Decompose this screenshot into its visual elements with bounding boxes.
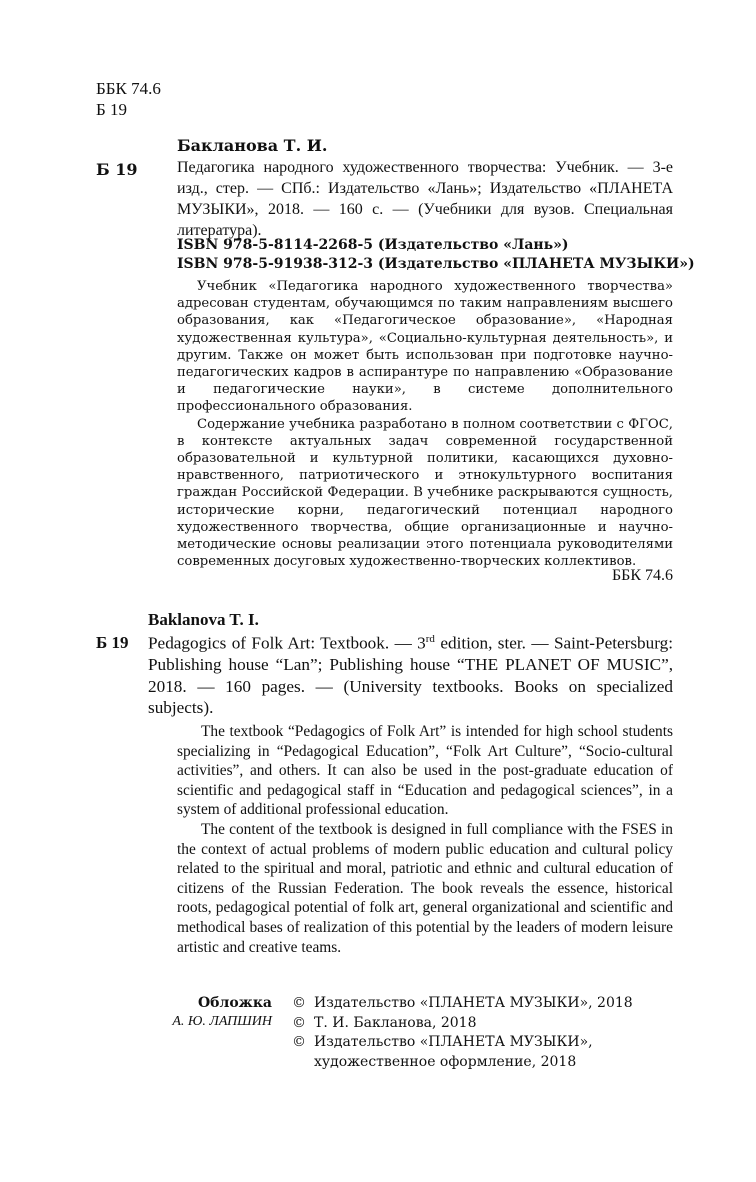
cover-designer: А. Ю. ЛАПШИН bbox=[172, 1014, 272, 1029]
copyright-icon: © bbox=[292, 1034, 306, 1050]
copyright-text: художественное оформление, 2018 bbox=[314, 1053, 577, 1070]
author-mark: Б 19 bbox=[96, 100, 128, 119]
en-biblio-text: Pedagogics of Folk Art: Textbook. — 3 bbox=[148, 633, 426, 653]
isbn-lan: ISBN 978-5-8114-2268-5 (Издательство «Лань») bbox=[177, 237, 569, 253]
en-bibliographic-description bbox=[148, 629, 673, 719]
copyright-icon: © bbox=[292, 1014, 306, 1031]
en-author: Baklanova T. I. bbox=[148, 610, 259, 629]
en-abstract-paragraph: The textbook “Pedagogics of Folk Art” is intended for high school students specializing in “Pedagogical Education”, “Folk Art Culture”, “Socio-cultural activities”, and others. It can also be used in the post-graduate education of scientific and pedagogical staff in “Education and pedagogical sciences”, in a system of additional professional education. bbox=[177, 723, 673, 819]
isbn-block bbox=[177, 236, 695, 274]
copyright-line bbox=[292, 1014, 633, 1034]
cover-label: Обложка bbox=[197, 995, 272, 1011]
bbk-classification-bottom: ББК 74.6 bbox=[611, 567, 673, 584]
isbn-planet: ISBN 978-5-91938-312-3 (Издательство «ПЛАНЕТА МУЗЫКИ») bbox=[177, 256, 695, 272]
en-biblio-text: edition, ster. — Saint-Petersburg: Publishing house “Lan”; Publishing house “THE PLANET OF MUSIC”, 2018. — 160 pages. — (University textbooks. Books on specialized subjects). bbox=[148, 633, 673, 718]
en-author-mark: Б 19 bbox=[96, 633, 129, 652]
en-abstract bbox=[177, 722, 673, 957]
ru-abstract-paragraph: Учебник «Педагогика народного художественного творчества» адресован студентам, обучающимся по таким направлениям высшего образования, как «Педагогическое образование», «Народная художественная культура», «Социально-культурная деятельность», и другим. Также он может быть использован при подготовке научно-педагогических кадров в аспирантуре по направлению «Образование и педагогические науки», в системе дополнительного профессионального образования. bbox=[177, 279, 673, 415]
copyright-text: Т. И. Бакланова, 2018 bbox=[314, 1014, 477, 1031]
copyright-line bbox=[292, 1033, 633, 1053]
bbk-code: ББК 74.6 bbox=[96, 79, 161, 98]
copyright-icon: © bbox=[292, 995, 306, 1011]
ru-author-mark: Б 19 bbox=[96, 160, 138, 179]
en-abstract-paragraph: The content of the textbook is designed in full compliance with the FSES in the context of actual problems of modern public education and cultural policy related to the spiritual and moral, patriotic and ethnic and cultural education of citizens of the Russian Federation. The book reveals the essence, historical roots, pedagogical potential of folk art, general organizational and scientific and methodical bases of realization of this potential by the leaders of modern leisure artistic and creative teams. bbox=[177, 820, 673, 956]
bbk-classification-top bbox=[96, 78, 161, 120]
ru-author: Бакланова Т. И. bbox=[177, 136, 328, 155]
copyright-line bbox=[292, 994, 633, 1014]
ru-abstract bbox=[177, 278, 673, 570]
en-biblio-superscript: rd bbox=[425, 633, 435, 645]
copyright-text: Издательство «ПЛАНЕТА МУЗЫКИ», 2018 bbox=[314, 995, 633, 1011]
copyright-line bbox=[292, 1053, 633, 1073]
ru-abstract-paragraph: Содержание учебника разработано в полном соответствии с ФГОС, в контексте актуальных задач современной государственной образовательной и культурной политики, касающихся духовно-нравственного, патриотического и этнокультурного воспитания граждан Российской Федерации. В учебнике раскрываются сущность, исторические корни, педагогический потенциал народного художественного творчества, общие организационные и научно-методические основы реализации этого потенциала руководителями современных досуговых художественно-творческих коллективов. bbox=[177, 416, 673, 570]
copyright-text: Издательство «ПЛАНЕТА МУЗЫКИ», bbox=[314, 1034, 593, 1050]
copyright-block bbox=[292, 994, 633, 1072]
ru-bibliographic-description: Педагогика народного художественного творчества: Учебник. — 3-е изд., стер. — СПб.: Издательство «Лань»; Издательство «ПЛАНЕТА МУЗЫКИ», 2018. — 160 с. — (Учебники для вузов. Специальная литература). bbox=[177, 159, 673, 239]
